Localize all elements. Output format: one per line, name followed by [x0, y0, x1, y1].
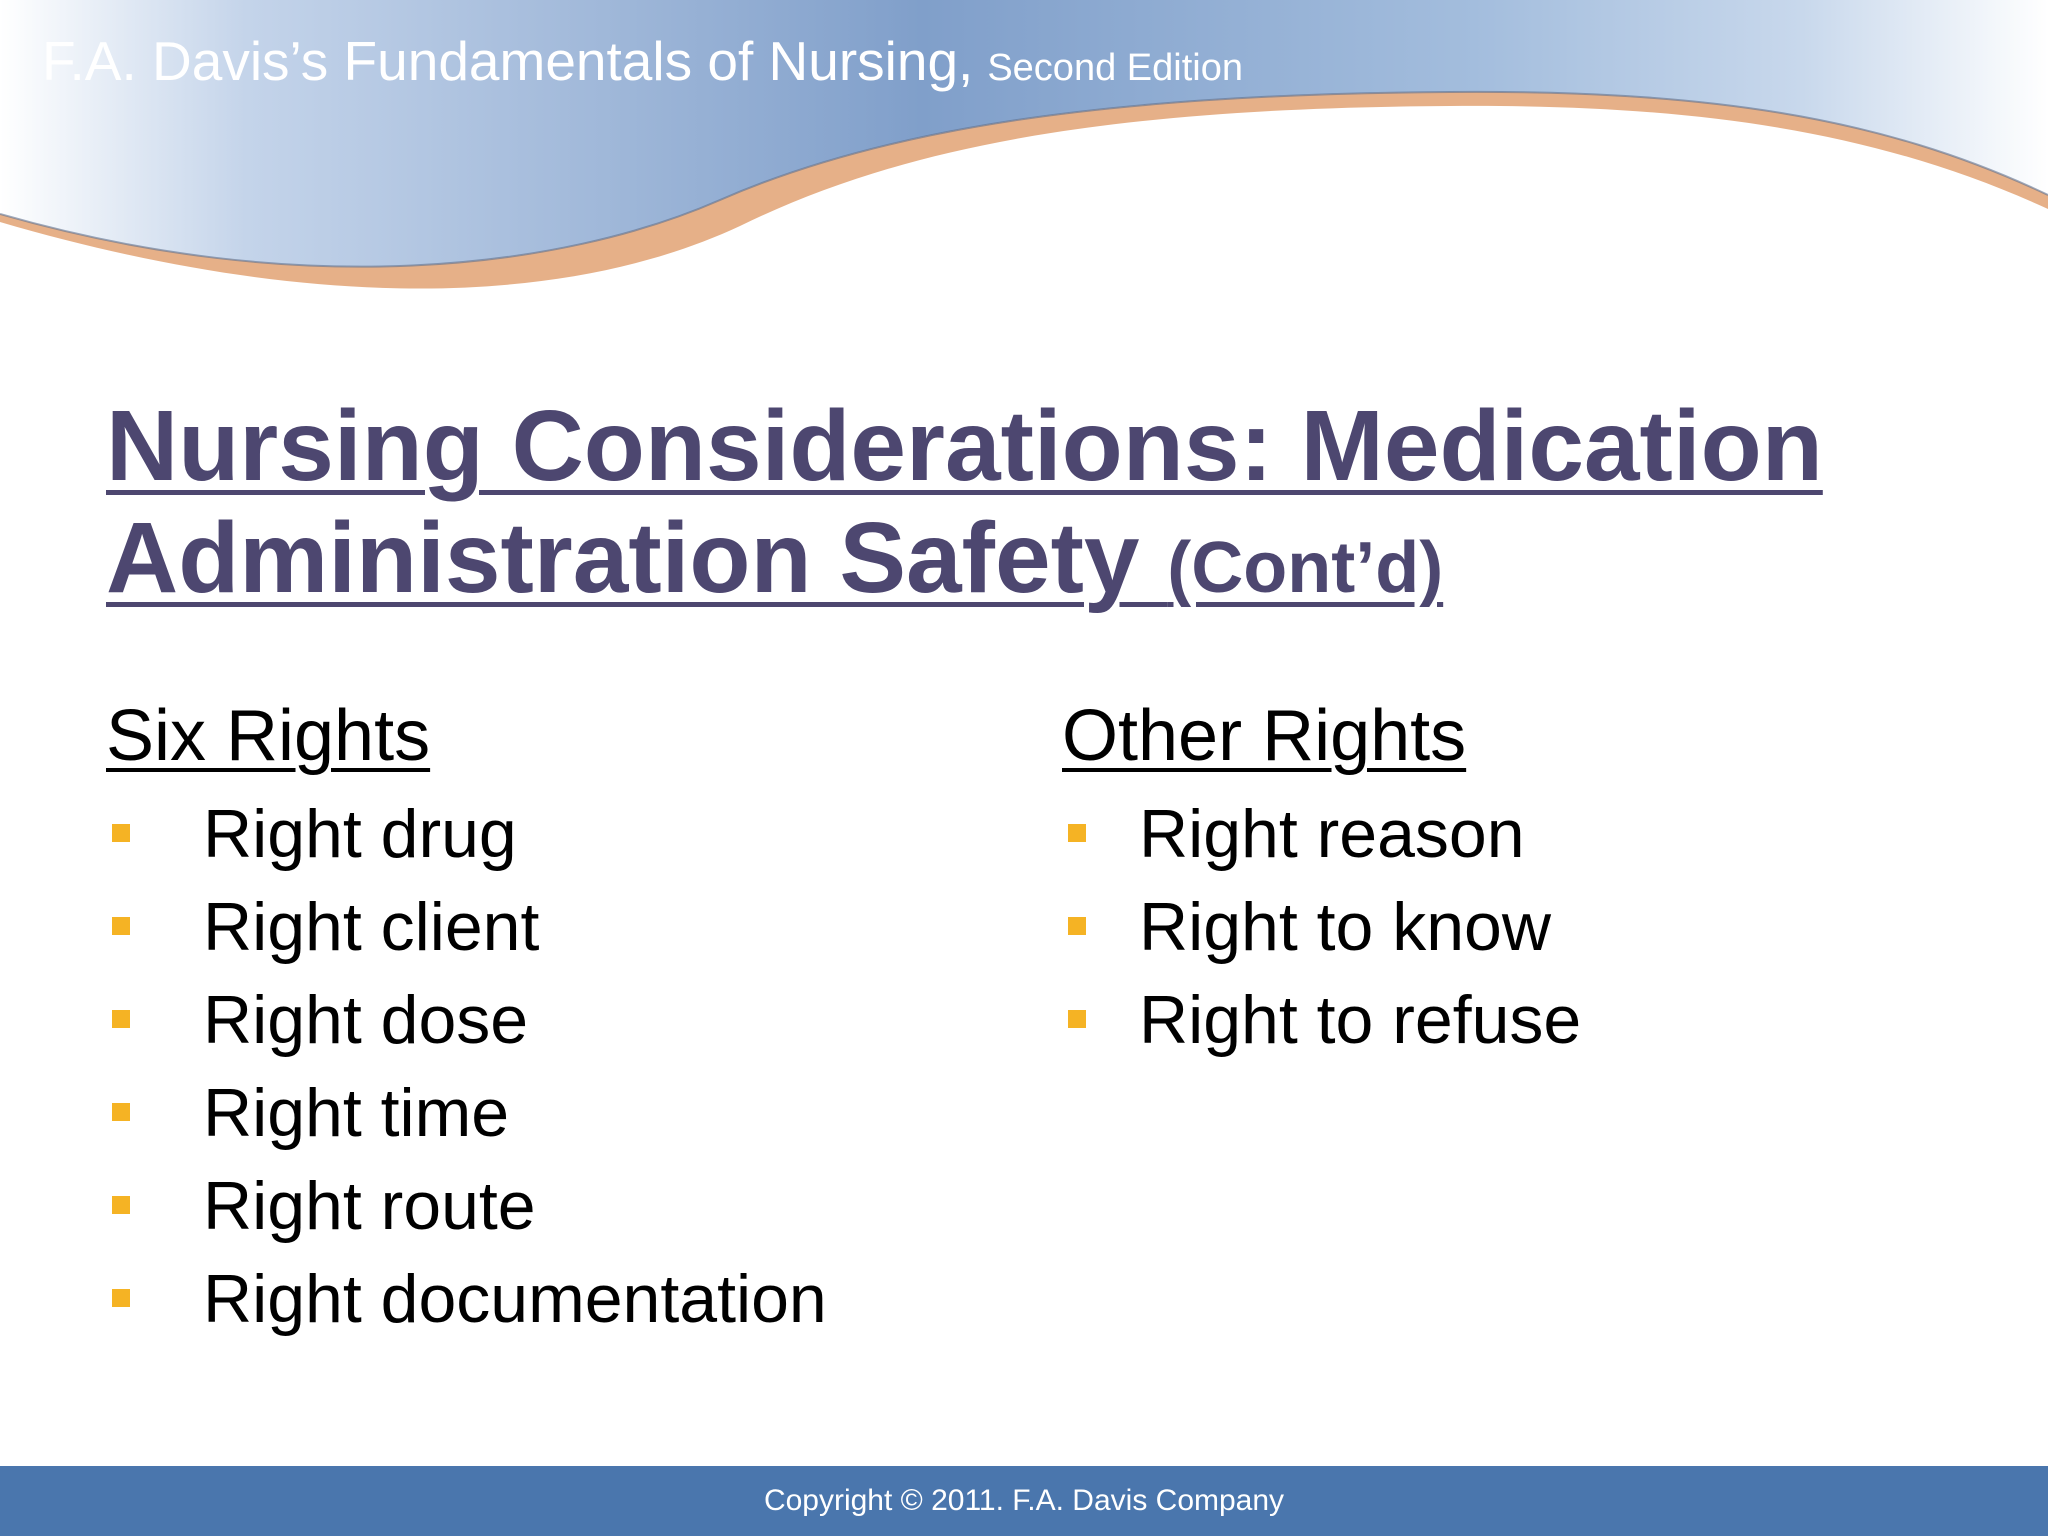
slide-title-suffix: (Cont’d) — [1167, 528, 1444, 608]
list-item — [106, 1160, 1006, 1253]
list-item-text: Right client — [203, 889, 540, 965]
list-item — [106, 881, 1006, 974]
square-bullet-icon — [112, 917, 130, 935]
square-bullet-icon — [112, 1010, 130, 1028]
list-item-text: Right dose — [203, 982, 529, 1058]
list-item-text: Right to refuse — [1139, 982, 1582, 1058]
list-item — [1062, 881, 1962, 974]
square-bullet-icon — [1068, 824, 1086, 842]
slide-title-main: Nursing Considerations: Medication Administration Safety — [106, 390, 1823, 614]
header-book-title — [42, 30, 1243, 92]
six-rights-column — [106, 690, 1006, 1346]
copyright-text: Copyright © 2011. F.A. Davis Company — [763, 1484, 1285, 1517]
other-rights-heading: Other Rights — [1062, 696, 1467, 776]
list-item — [106, 788, 1006, 881]
square-bullet-icon — [112, 824, 130, 842]
list-item-text: Right time — [203, 1075, 510, 1151]
list-item — [106, 1067, 1006, 1160]
list-item — [1062, 974, 1962, 1067]
square-bullet-icon — [112, 1103, 130, 1121]
slide-title — [106, 390, 1986, 624]
list-item-text: Right reason — [1139, 796, 1525, 872]
list-item — [106, 1253, 1006, 1346]
book-title: F.A. Davis’s Fundamentals of Nursing, — [42, 30, 974, 92]
list-item-text: Right to know — [1139, 889, 1551, 965]
list-item — [106, 974, 1006, 1067]
copyright-footer — [0, 1466, 2048, 1536]
list-item-text: Right documentation — [203, 1261, 827, 1337]
other-rights-column — [1062, 690, 1962, 1067]
square-bullet-icon — [1068, 1010, 1086, 1028]
square-bullet-icon — [112, 1196, 130, 1214]
list-item-text: Right drug — [203, 796, 517, 872]
other-rights-list — [1062, 788, 1962, 1067]
six-rights-list — [106, 788, 1006, 1346]
square-bullet-icon — [112, 1289, 130, 1307]
six-rights-heading: Six Rights — [106, 696, 431, 776]
list-item — [1062, 788, 1962, 881]
square-bullet-icon — [1068, 917, 1086, 935]
book-edition: Second Edition — [987, 47, 1243, 89]
list-item-text: Right route — [203, 1168, 536, 1244]
